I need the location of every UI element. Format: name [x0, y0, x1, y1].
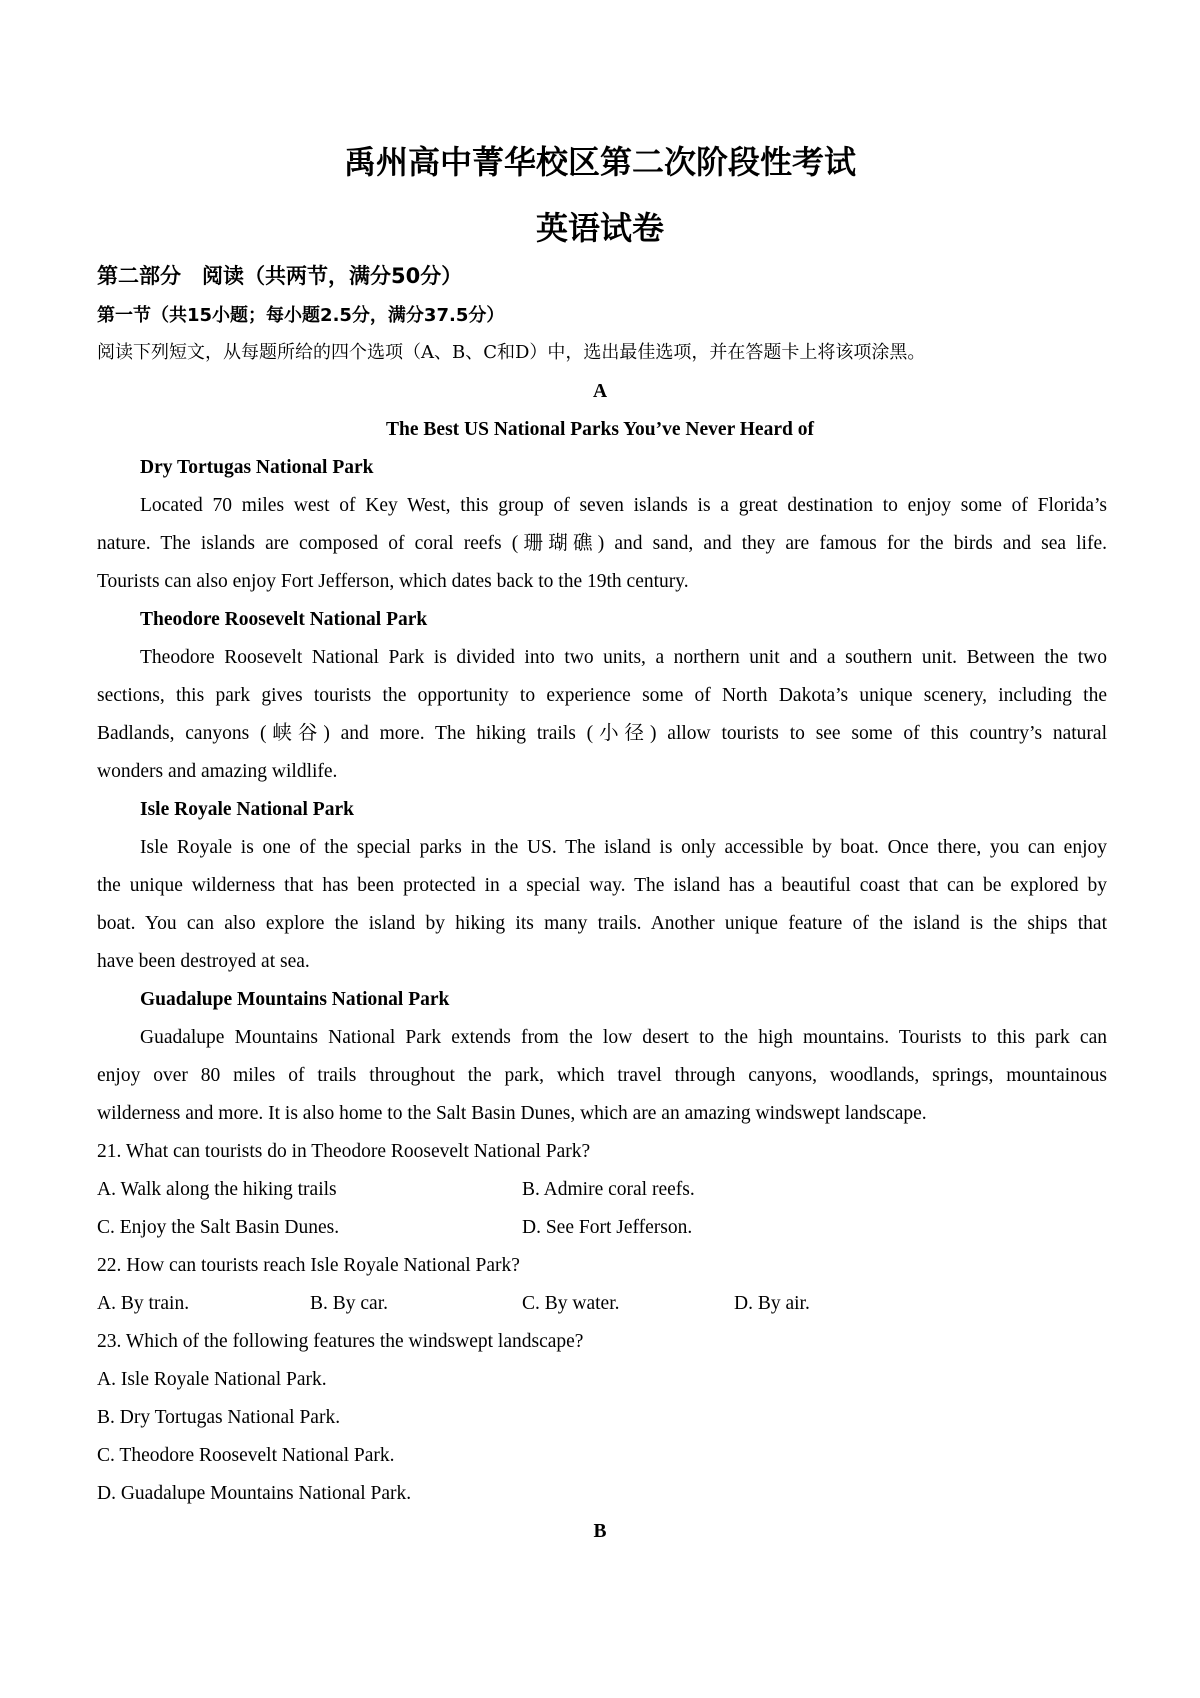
paragraph-line: Isle Royale is one of the special parks in the US. The island is only accessible by boat. Once there, you can enjoy [140, 837, 1107, 858]
paragraph-line: Theodore Roosevelt National Park is divided into two units, a northern unit and a southern unit. Between the two [140, 647, 1107, 668]
paragraph-line: boat. You can also explore the island by hiking its many trails. Another unique feature of the island is the ships that [97, 913, 1107, 934]
paragraph-line: Guadalupe Mountains National Park extends from the low desert to the high mountains. Tourists to this park can [140, 1027, 1107, 1048]
passage-title: The Best US National Parks You’ve Never Heard of [386, 419, 814, 440]
part-heading: 第二部分 阅读（共两节，满分50分） [97, 264, 463, 288]
question-stem: 23. Which of the following features the windswept landscape? [97, 1331, 584, 1352]
option-a: A. By train. [97, 1293, 190, 1314]
paragraph-line: nature. The islands are composed of coral reefs (珊瑚礁) and sand, and they are famous for the birds and sea life. [97, 533, 1107, 554]
option-c: C. Theodore Roosevelt National Park. [97, 1445, 395, 1466]
passage-label-a: A [592, 381, 608, 402]
option-a: A. Isle Royale National Park. [97, 1369, 327, 1390]
option-a: A. Walk along the hiking trails [97, 1179, 337, 1200]
question-stem: 21. What can tourists do in Theodore Roosevelt National Park? [97, 1141, 591, 1162]
option-b: B. Admire coral reefs. [522, 1179, 695, 1200]
paragraph-line: the unique wilderness that has been protected in a special way. The island has a beautiful coast that can be explored by [97, 875, 1107, 896]
option-b: B. Dry Tortugas National Park. [97, 1407, 341, 1428]
paragraph-line: enjoy over 80 miles of trails throughout the park, which travel through canyons, woodlands, springs, mountainous [97, 1065, 1107, 1086]
paragraph-line: wilderness and more. It is also home to the Salt Basin Dunes, which are an amazing windswept landscape. [97, 1103, 927, 1124]
option-d: D. By air. [734, 1293, 810, 1314]
park-name: Isle Royale National Park [140, 799, 354, 820]
option-c: C. By water. [522, 1293, 620, 1314]
option-d: D. Guadalupe Mountains National Park. [97, 1483, 412, 1504]
paragraph-line: Tourists can also enjoy Fort Jefferson, which dates back to the 19th century. [97, 571, 689, 592]
park-name: Theodore Roosevelt National Park [140, 609, 428, 630]
option-d: D. See Fort Jefferson. [522, 1217, 693, 1238]
exam-title: 禹州高中菁华校区第二次阶段性考试 [343, 143, 856, 181]
option-b: B. By car. [310, 1293, 388, 1314]
park-name: Dry Tortugas National Park [140, 457, 374, 478]
exam-subtitle: 英语试卷 [535, 209, 664, 247]
passage-label-b: B [593, 1521, 607, 1542]
subsection-heading: 第一节（共15小题；每小题2.5分，满分37.5分） [97, 305, 505, 326]
paragraph-line: have been destroyed at sea. [97, 951, 310, 972]
park-name: Guadalupe Mountains National Park [140, 989, 450, 1010]
paragraph-line: wonders and amazing wildlife. [97, 761, 338, 782]
paragraph-line: sections, this park gives tourists the opportunity to experience some of North Dakota’s unique scenery, including the [97, 685, 1107, 706]
option-c: C. Enjoy the Salt Basin Dunes. [97, 1217, 340, 1238]
question-stem: 22. How can tourists reach Isle Royale National Park? [97, 1255, 520, 1276]
paragraph-line: Badlands, canyons (峡谷) and more. The hiking trails (小径) allow tourists to see some of this country’s natural [97, 723, 1107, 744]
instructions: 阅读下列短文，从每题所给的四个选项（A、B、C和D）中，选出最佳选项，并在答题卡上将该项涂黑。 [97, 342, 926, 363]
paragraph-line: Located 70 miles west of Key West, this group of seven islands is a great destination to enjoy some of Florida’s [140, 495, 1107, 516]
